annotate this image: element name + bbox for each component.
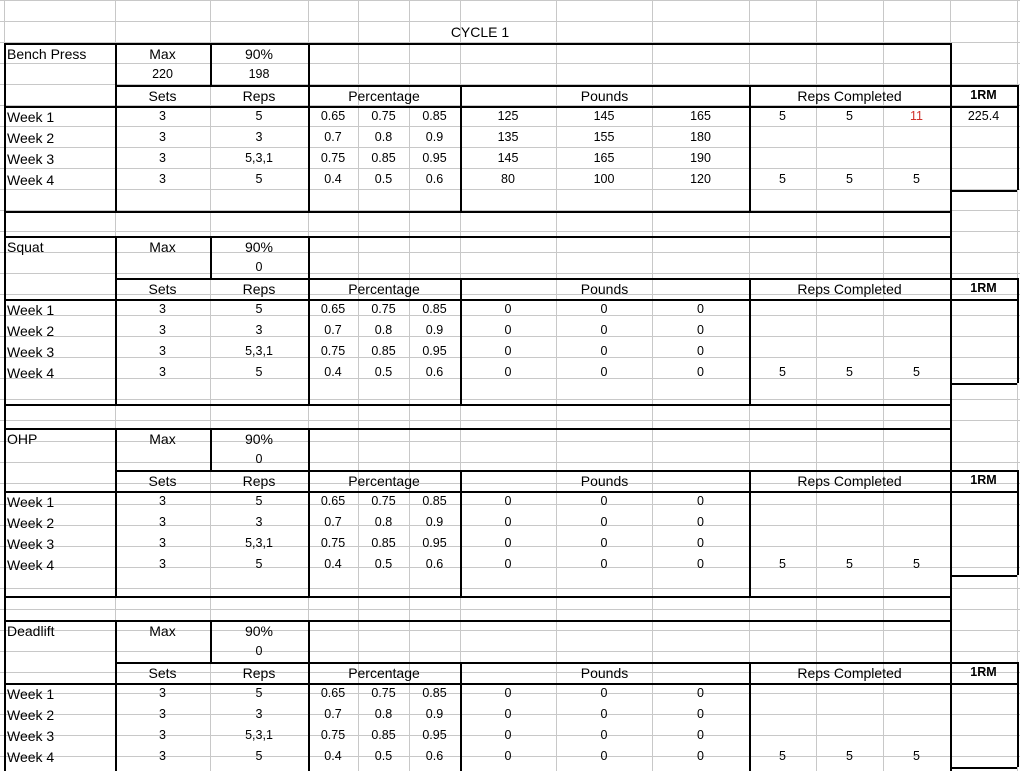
one-rm-header[interactable]: 1RM xyxy=(970,88,997,103)
ninety-header[interactable]: 90% xyxy=(244,622,274,639)
reps-completed-value[interactable]: 5 xyxy=(913,749,920,764)
percentage-value[interactable]: 0.6 xyxy=(425,365,444,380)
percentage-value[interactable]: 0.7 xyxy=(324,130,342,145)
pounds-value[interactable]: 145 xyxy=(497,151,519,166)
reps-completed-value[interactable] xyxy=(749,148,816,169)
percentage-value[interactable]: 0.85 xyxy=(422,302,447,317)
percentage-value[interactable]: 0.85 xyxy=(422,109,447,124)
reps-completed-value[interactable] xyxy=(883,533,950,554)
pounds-value[interactable]: 0 xyxy=(600,557,608,572)
ninety-value[interactable]: 198 xyxy=(248,67,270,82)
percentage-value[interactable]: 0.85 xyxy=(371,344,396,359)
percentage-value[interactable]: 0.6 xyxy=(425,172,444,187)
percentage-value[interactable]: 0.8 xyxy=(374,515,393,530)
block-border-right xyxy=(950,236,952,404)
percentage-value[interactable]: 0.75 xyxy=(320,151,346,166)
reps-value[interactable]: 5 xyxy=(255,302,263,317)
sets-value[interactable]: 3 xyxy=(159,344,166,359)
percentage-value[interactable]: 0.4 xyxy=(324,365,342,380)
week-label[interactable]: Week 4 xyxy=(7,556,55,573)
percentage-value[interactable]: 0.6 xyxy=(425,749,444,764)
week-label[interactable]: Week 1 xyxy=(7,685,55,702)
sets-header[interactable]: Sets xyxy=(148,87,177,104)
reps-value[interactable]: 5 xyxy=(255,172,263,187)
reps-value[interactable]: 5 xyxy=(255,494,263,509)
pounds-value[interactable]: 0 xyxy=(697,707,704,722)
percentage-value[interactable]: 0.85 xyxy=(371,151,396,166)
gridline-horizontal xyxy=(0,231,1020,232)
week-label[interactable]: Week 2 xyxy=(7,706,55,723)
reps-value[interactable]: 5 xyxy=(255,557,263,572)
block-border-bottom xyxy=(4,596,952,598)
pounds-value[interactable]: 0 xyxy=(600,344,608,359)
reps-value[interactable]: 3 xyxy=(255,130,263,145)
reps-completed-value[interactable] xyxy=(883,320,950,341)
reps-value[interactable]: 3 xyxy=(255,707,263,722)
week-label[interactable]: Week 3 xyxy=(7,343,55,360)
reps-completed-value[interactable] xyxy=(883,299,950,320)
pounds-value[interactable]: 0 xyxy=(697,365,704,380)
gridline-horizontal xyxy=(0,588,1020,589)
week-label[interactable]: Week 1 xyxy=(7,108,55,125)
reps-completed-header[interactable]: Reps Completed xyxy=(797,87,902,104)
sets-value[interactable]: 3 xyxy=(159,365,166,380)
lift-name[interactable]: OHP xyxy=(7,430,38,447)
reps-completed-value[interactable] xyxy=(816,683,883,704)
week-label[interactable]: Week 2 xyxy=(7,322,55,339)
sets-value[interactable]: 3 xyxy=(159,728,166,743)
reps-completed-value[interactable]: 5 xyxy=(779,109,786,124)
pounds-value[interactable]: 125 xyxy=(497,109,519,124)
column-divider xyxy=(308,620,310,662)
max-header[interactable]: Max xyxy=(149,622,176,639)
sets-value[interactable]: 3 xyxy=(159,536,166,551)
reps-completed-value[interactable]: 5 xyxy=(846,557,853,572)
pounds-value[interactable]: 0 xyxy=(600,302,608,317)
pounds-header[interactable]: Pounds xyxy=(580,280,629,297)
percentage-value[interactable]: 0.95 xyxy=(422,728,447,743)
pounds-value[interactable]: 190 xyxy=(690,151,711,166)
pounds-value[interactable]: 0 xyxy=(600,494,608,509)
percentage-value[interactable]: 0.8 xyxy=(374,707,393,722)
sets-value[interactable]: 3 xyxy=(159,557,166,572)
sets-value[interactable]: 3 xyxy=(159,707,166,722)
percentage-value[interactable]: 0.95 xyxy=(422,344,447,359)
reps-completed-value[interactable] xyxy=(749,341,816,362)
percentage-value[interactable]: 0.95 xyxy=(422,151,447,166)
pounds-value[interactable]: 0 xyxy=(504,323,512,338)
percentage-value[interactable]: 0.7 xyxy=(324,515,342,530)
percentage-value[interactable]: 0.4 xyxy=(324,749,342,764)
pounds-header[interactable]: Pounds xyxy=(580,472,629,489)
week-label[interactable]: Week 2 xyxy=(7,129,55,146)
percentage-value[interactable]: 0.9 xyxy=(425,515,444,530)
pounds-value[interactable]: 0 xyxy=(697,494,704,509)
percentage-value[interactable]: 0.4 xyxy=(324,557,342,572)
reps-completed-header[interactable]: Reps Completed xyxy=(797,664,902,681)
percentage-value[interactable]: 0.65 xyxy=(320,494,346,509)
onerm-border-right xyxy=(1017,278,1019,383)
one-rm-header[interactable]: 1RM xyxy=(970,281,997,296)
max-value[interactable] xyxy=(115,641,210,662)
pounds-value[interactable]: 0 xyxy=(504,536,512,551)
pounds-value[interactable]: 0 xyxy=(504,557,512,572)
percentage-value[interactable]: 0.85 xyxy=(422,494,447,509)
reps-value[interactable]: 3 xyxy=(255,323,263,338)
reps-completed-value[interactable]: 5 xyxy=(846,109,853,124)
week-label[interactable]: Week 4 xyxy=(7,364,55,381)
lift-name[interactable]: Bench Press xyxy=(7,45,87,62)
percentage-value[interactable]: 0.75 xyxy=(320,344,346,359)
reps-value[interactable]: 5,3,1 xyxy=(245,151,273,166)
week-label[interactable]: Week 1 xyxy=(7,493,55,510)
reps-completed-value[interactable] xyxy=(883,491,950,512)
sets-value[interactable]: 3 xyxy=(159,172,166,187)
pounds-value[interactable]: 0 xyxy=(697,728,704,743)
percentage-value[interactable]: 0.65 xyxy=(320,302,346,317)
pounds-value[interactable]: 0 xyxy=(504,302,512,317)
percentage-value[interactable]: 0.5 xyxy=(374,172,393,187)
percentage-value[interactable]: 0.75 xyxy=(320,728,346,743)
onerm-border-right xyxy=(1017,662,1019,767)
onerm-border-bottom xyxy=(950,190,1017,192)
max-value[interactable] xyxy=(115,257,210,278)
pounds-value[interactable]: 80 xyxy=(501,172,515,187)
reps-completed-value[interactable] xyxy=(749,491,816,512)
reps-completed-value[interactable] xyxy=(883,127,950,148)
reps-completed-value[interactable] xyxy=(749,299,816,320)
block-border-bottom xyxy=(4,211,952,213)
reps-completed-value[interactable] xyxy=(883,512,950,533)
max-value[interactable]: 220 xyxy=(152,67,173,82)
reps-completed-value[interactable] xyxy=(816,299,883,320)
reps-completed-value[interactable]: 11 xyxy=(910,109,923,124)
percentage-header[interactable]: Percentage xyxy=(348,87,420,104)
reps-completed-value[interactable] xyxy=(816,704,883,725)
reps-value[interactable]: 5 xyxy=(255,109,263,124)
sets-value[interactable]: 3 xyxy=(159,323,166,338)
one-rm-value[interactable] xyxy=(950,299,1017,320)
percentage-value[interactable]: 0.4 xyxy=(324,172,342,187)
ninety-header[interactable]: 90% xyxy=(244,238,274,255)
reps-completed-value[interactable] xyxy=(749,320,816,341)
sets-header[interactable]: Sets xyxy=(148,472,177,489)
reps-header[interactable]: Reps xyxy=(242,472,276,489)
pounds-value[interactable]: 0 xyxy=(600,323,608,338)
pounds-value[interactable]: 180 xyxy=(690,130,711,145)
percentage-value[interactable]: 0.85 xyxy=(371,728,396,743)
reps-completed-value[interactable] xyxy=(883,704,950,725)
onerm-border-bottom xyxy=(950,767,1017,769)
percentage-value[interactable]: 0.75 xyxy=(371,494,396,509)
percentage-value[interactable]: 0.65 xyxy=(320,686,346,701)
reps-completed-value[interactable]: 5 xyxy=(846,365,853,380)
reps-completed-value[interactable]: 5 xyxy=(779,557,786,572)
reps-completed-value[interactable]: 5 xyxy=(846,172,853,187)
sets-value[interactable]: 3 xyxy=(159,686,166,701)
reps-completed-value[interactable] xyxy=(749,683,816,704)
max-header[interactable]: Max xyxy=(149,45,176,62)
sets-value[interactable]: 3 xyxy=(159,749,166,764)
gridline-horizontal xyxy=(0,0,1020,1)
week-label[interactable]: Week 4 xyxy=(7,748,55,765)
block-border-right xyxy=(950,43,952,211)
percentage-value[interactable]: 0.9 xyxy=(425,130,444,145)
reps-value[interactable]: 3 xyxy=(255,515,263,530)
reps-value[interactable]: 5,3,1 xyxy=(245,536,273,551)
percentage-value[interactable]: 0.5 xyxy=(374,557,393,572)
percentage-value[interactable]: 0.5 xyxy=(374,749,393,764)
pounds-value[interactable]: 155 xyxy=(593,130,615,145)
percentage-header[interactable]: Percentage xyxy=(348,472,420,489)
gridline-horizontal xyxy=(0,609,1020,610)
reps-completed-value[interactable]: 5 xyxy=(779,172,786,187)
percentage-value[interactable]: 0.8 xyxy=(374,323,393,338)
pounds-value[interactable]: 0 xyxy=(600,686,608,701)
pounds-value[interactable]: 0 xyxy=(504,515,512,530)
reps-completed-value[interactable] xyxy=(816,341,883,362)
pounds-value[interactable]: 0 xyxy=(600,728,608,743)
gridline-horizontal xyxy=(0,420,1020,421)
reps-completed-header[interactable]: Reps Completed xyxy=(797,472,902,489)
week-label[interactable]: Week 3 xyxy=(7,727,55,744)
reps-completed-value[interactable] xyxy=(816,127,883,148)
reps-value[interactable]: 5 xyxy=(255,749,263,764)
reps-completed-value[interactable] xyxy=(749,127,816,148)
pounds-value[interactable]: 0 xyxy=(504,707,512,722)
block-border-bottom xyxy=(4,404,952,406)
sets-value[interactable]: 3 xyxy=(159,109,166,124)
pounds-value[interactable]: 0 xyxy=(697,686,704,701)
pounds-value[interactable]: 0 xyxy=(697,536,704,551)
percentage-value[interactable]: 0.6 xyxy=(425,557,444,572)
reps-completed-value[interactable]: 5 xyxy=(913,557,920,572)
pounds-value[interactable]: 0 xyxy=(600,749,608,764)
reps-completed-value[interactable]: 5 xyxy=(779,749,786,764)
max-header[interactable]: Max xyxy=(149,430,176,447)
one-rm-value[interactable] xyxy=(950,683,1017,704)
pounds-value[interactable]: 0 xyxy=(697,344,704,359)
ninety-header[interactable]: 90% xyxy=(244,45,274,62)
sets-header[interactable]: Sets xyxy=(148,664,177,681)
onerm-border-right xyxy=(1017,85,1019,190)
reps-completed-value[interactable]: 5 xyxy=(779,365,786,380)
percentage-value[interactable]: 0.9 xyxy=(425,323,444,338)
reps-completed-value[interactable]: 5 xyxy=(913,172,920,187)
pounds-value[interactable]: 0 xyxy=(504,344,512,359)
pounds-value[interactable]: 120 xyxy=(690,172,711,187)
pounds-value[interactable]: 0 xyxy=(697,557,704,572)
lift-name[interactable]: Squat xyxy=(7,238,44,255)
reps-header[interactable]: Reps xyxy=(242,664,276,681)
reps-completed-value[interactable] xyxy=(749,725,816,746)
reps-completed-value[interactable]: 5 xyxy=(913,365,920,380)
reps-value[interactable]: 5 xyxy=(255,686,263,701)
reps-value[interactable]: 5,3,1 xyxy=(245,728,273,743)
reps-completed-header[interactable]: Reps Completed xyxy=(797,280,902,297)
percentage-value[interactable]: 0.85 xyxy=(371,536,396,551)
reps-completed-value[interactable] xyxy=(883,725,950,746)
reps-completed-value[interactable] xyxy=(883,148,950,169)
pounds-value[interactable]: 0 xyxy=(504,686,512,701)
pounds-value[interactable]: 0 xyxy=(504,494,512,509)
percentage-header[interactable]: Percentage xyxy=(348,280,420,297)
reps-completed-value[interactable] xyxy=(816,491,883,512)
ninety-value[interactable]: 0 xyxy=(255,644,263,659)
max-value[interactable] xyxy=(115,449,210,470)
one-rm-value[interactable] xyxy=(950,491,1017,512)
onerm-border-right xyxy=(1017,470,1019,575)
reps-completed-value[interactable] xyxy=(749,533,816,554)
pounds-value[interactable]: 0 xyxy=(697,302,704,317)
pounds-value[interactable]: 0 xyxy=(600,707,608,722)
percentage-value[interactable]: 0.65 xyxy=(320,109,346,124)
reps-value[interactable]: 5 xyxy=(255,365,263,380)
sheet-title: CYCLE 1 xyxy=(450,24,510,40)
reps-completed-value[interactable] xyxy=(816,533,883,554)
pounds-header[interactable]: Pounds xyxy=(580,664,629,681)
percentage-value[interactable]: 0.75 xyxy=(371,302,396,317)
ninety-header[interactable]: 90% xyxy=(244,430,274,447)
lift-name[interactable]: Deadlift xyxy=(7,622,55,639)
percentage-value[interactable]: 0.9 xyxy=(425,707,444,722)
onerm-border-bottom xyxy=(950,383,1017,385)
pounds-value[interactable]: 0 xyxy=(504,365,512,380)
sets-value[interactable]: 3 xyxy=(159,515,166,530)
ninety-value[interactable]: 0 xyxy=(255,452,263,467)
column-divider xyxy=(308,43,310,85)
pounds-value[interactable]: 145 xyxy=(593,109,615,124)
week-label[interactable]: Week 2 xyxy=(7,514,55,531)
percentage-value[interactable]: 0.5 xyxy=(374,365,393,380)
percentage-value[interactable]: 0.75 xyxy=(320,536,346,551)
sets-value[interactable]: 3 xyxy=(159,494,166,509)
one-rm-header[interactable]: 1RM xyxy=(970,473,997,488)
pounds-header[interactable]: Pounds xyxy=(580,87,629,104)
pounds-value[interactable]: 165 xyxy=(690,109,711,124)
pounds-value[interactable]: 0 xyxy=(600,365,608,380)
sets-value[interactable]: 3 xyxy=(159,302,166,317)
column-divider xyxy=(308,236,310,278)
onerm-border-bottom xyxy=(950,575,1017,577)
block-border-right xyxy=(950,428,952,596)
max-header[interactable]: Max xyxy=(149,238,176,255)
pounds-value[interactable]: 0 xyxy=(697,323,704,338)
reps-completed-value[interactable] xyxy=(749,512,816,533)
percentage-value[interactable]: 0.7 xyxy=(324,323,342,338)
one-rm-header[interactable]: 1RM xyxy=(970,665,997,680)
week-label[interactable]: Week 3 xyxy=(7,535,55,552)
pounds-value[interactable]: 0 xyxy=(504,749,512,764)
pounds-value[interactable]: 0 xyxy=(600,515,608,530)
percentage-value[interactable]: 0.75 xyxy=(371,686,396,701)
reps-completed-value[interactable] xyxy=(816,725,883,746)
sets-value[interactable]: 3 xyxy=(159,151,166,166)
reps-completed-value[interactable] xyxy=(883,683,950,704)
week-label[interactable]: Week 4 xyxy=(7,171,55,188)
reps-completed-value[interactable] xyxy=(749,704,816,725)
pounds-value[interactable]: 0 xyxy=(697,749,704,764)
percentage-value[interactable]: 0.95 xyxy=(422,536,447,551)
percentage-header[interactable]: Percentage xyxy=(348,664,420,681)
pounds-value[interactable]: 135 xyxy=(497,130,519,145)
reps-value[interactable]: 5,3,1 xyxy=(245,344,273,359)
gridline-horizontal xyxy=(0,399,1020,400)
pounds-value[interactable]: 0 xyxy=(504,728,512,743)
percentage-value[interactable]: 0.7 xyxy=(324,707,342,722)
percentage-value[interactable]: 0.8 xyxy=(374,130,393,145)
sets-header[interactable]: Sets xyxy=(148,280,177,297)
pounds-value[interactable]: 0 xyxy=(600,536,608,551)
ninety-value[interactable]: 0 xyxy=(255,260,263,275)
reps-completed-value[interactable] xyxy=(816,148,883,169)
week-label[interactable]: Week 1 xyxy=(7,301,55,318)
sets-value[interactable]: 3 xyxy=(159,130,166,145)
reps-completed-value[interactable]: 5 xyxy=(846,749,853,764)
percentage-value[interactable]: 0.85 xyxy=(422,686,447,701)
reps-completed-value[interactable] xyxy=(816,512,883,533)
pounds-value[interactable]: 0 xyxy=(697,515,704,530)
one-rm-value[interactable]: 225.4 xyxy=(967,109,1000,124)
column-divider xyxy=(308,428,310,470)
reps-header[interactable]: Reps xyxy=(242,87,276,104)
pounds-value[interactable]: 100 xyxy=(593,172,615,187)
reps-completed-value[interactable] xyxy=(816,320,883,341)
week-label[interactable]: Week 3 xyxy=(7,150,55,167)
pounds-value[interactable]: 165 xyxy=(593,151,615,166)
reps-header[interactable]: Reps xyxy=(242,280,276,297)
reps-completed-value[interactable] xyxy=(883,341,950,362)
percentage-value[interactable]: 0.75 xyxy=(371,109,396,124)
